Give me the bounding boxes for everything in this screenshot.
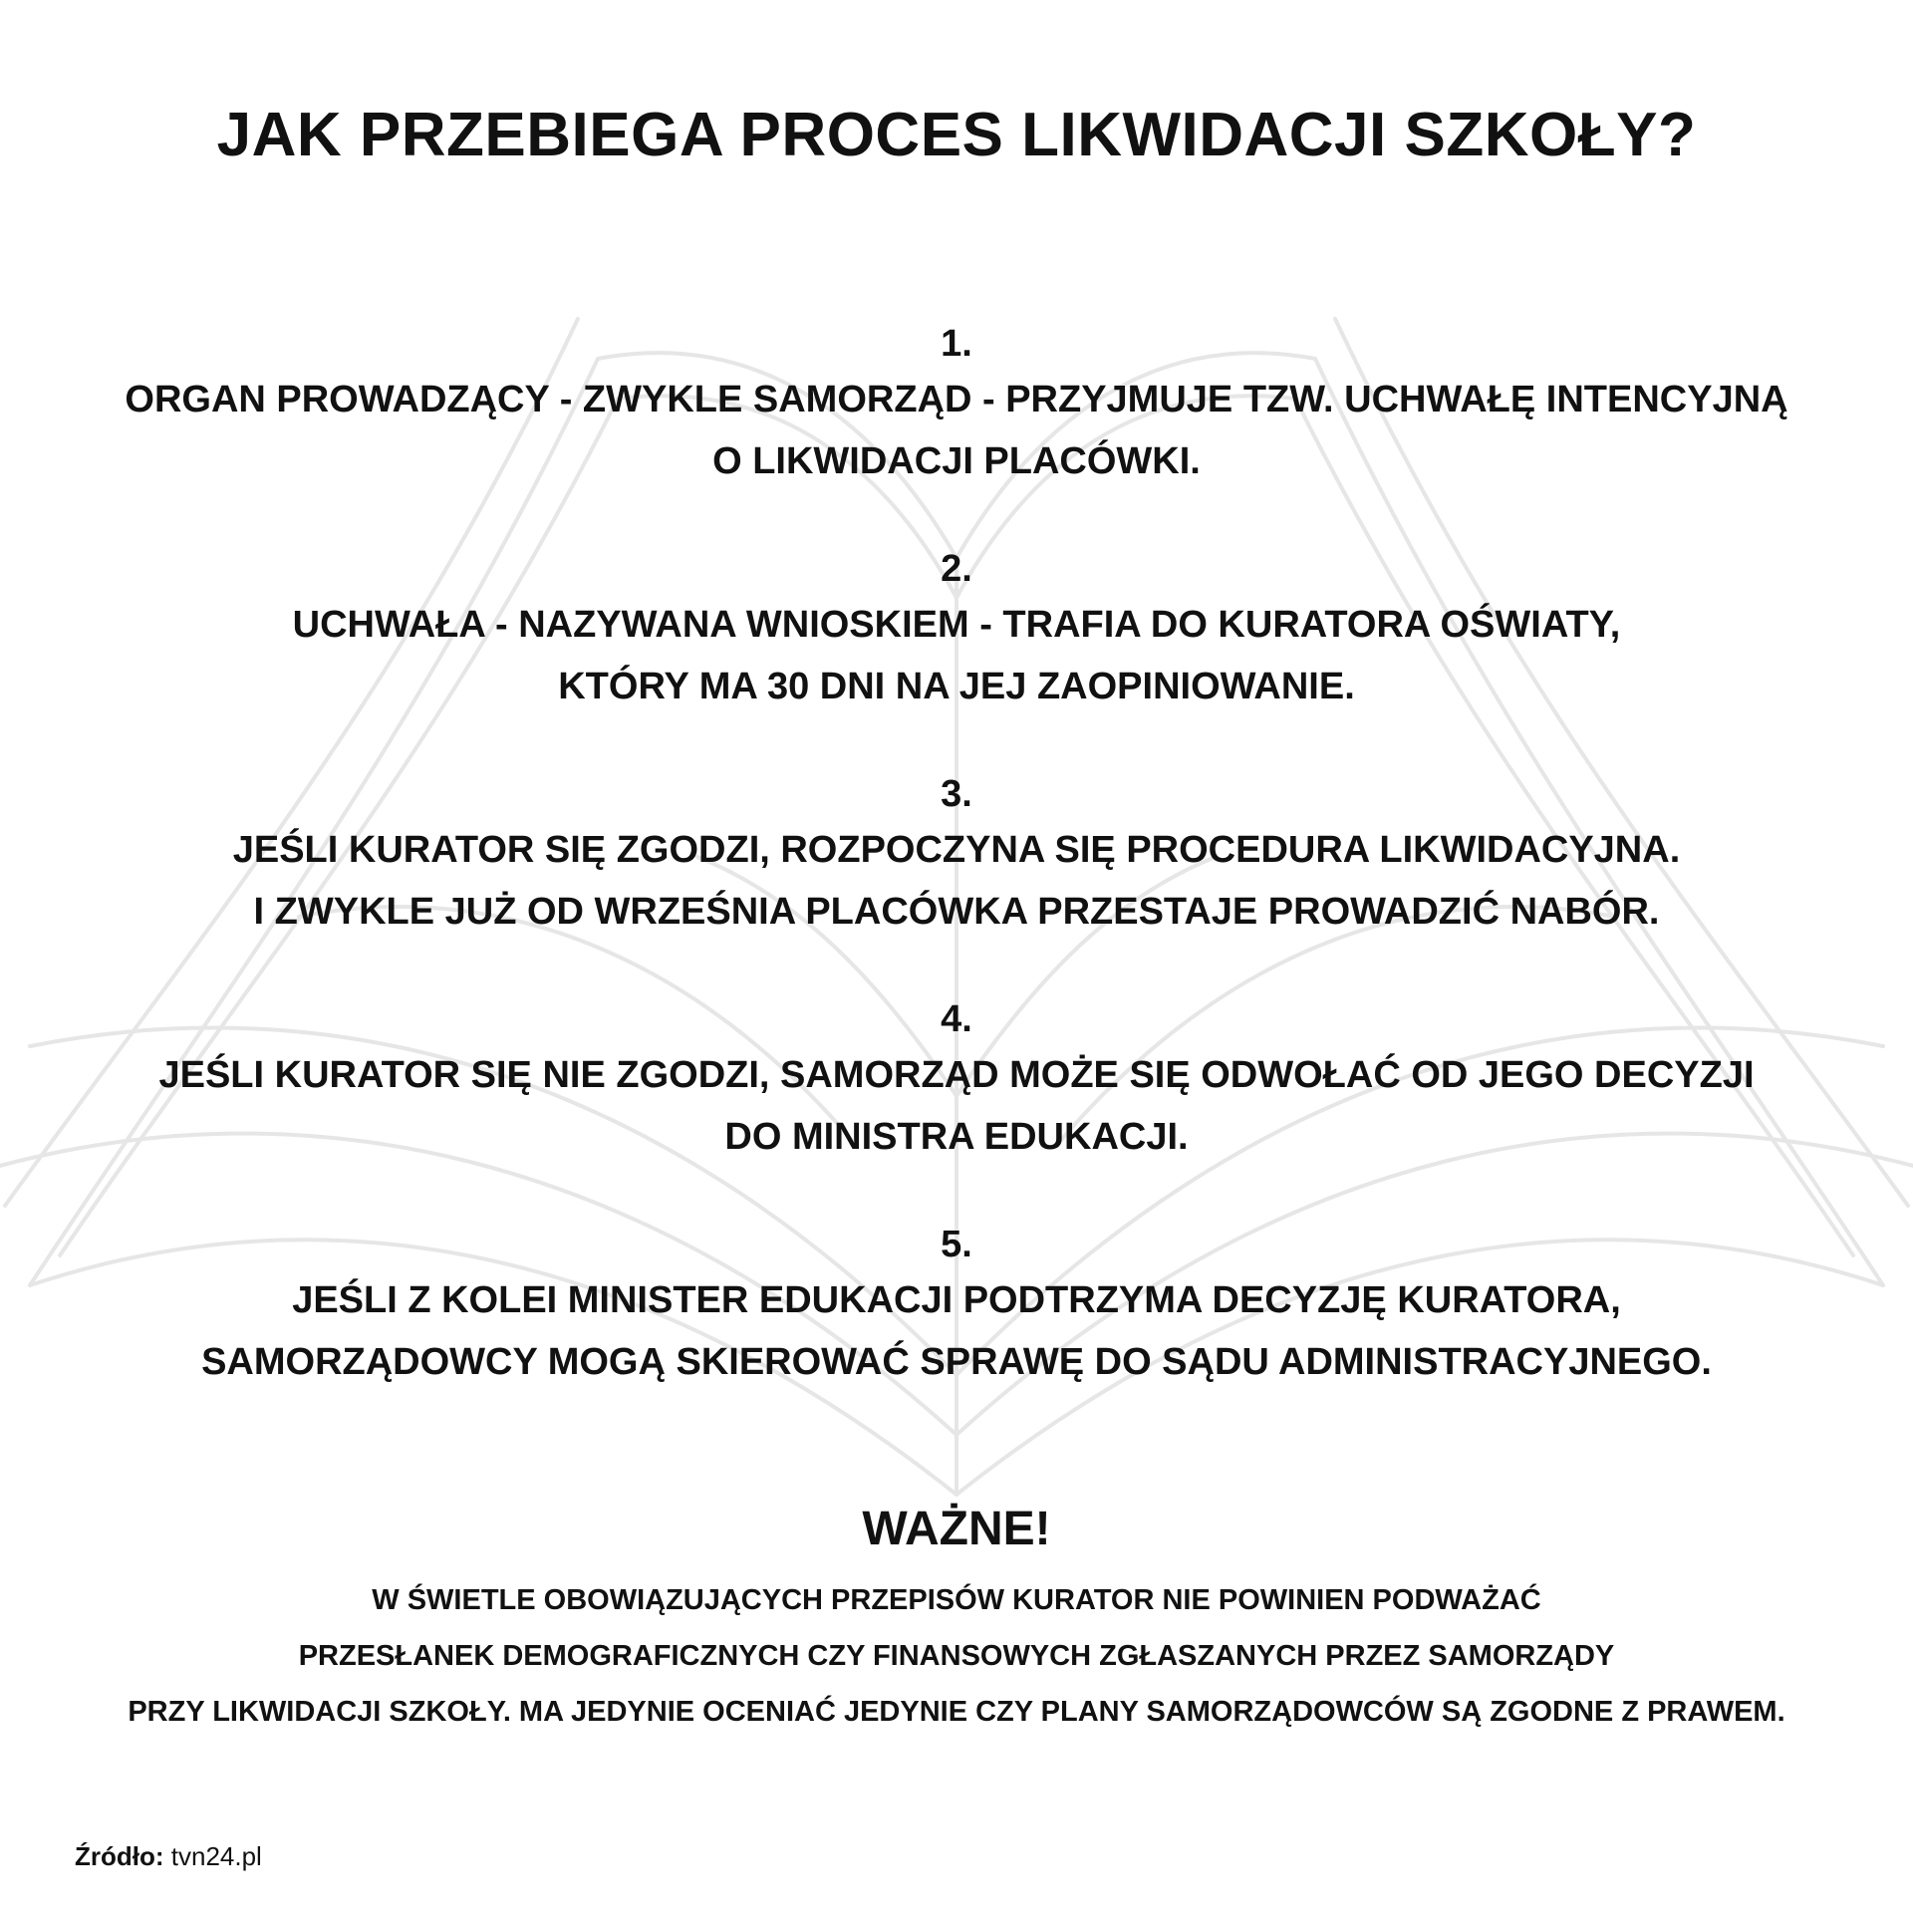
step-text-line: JEŚLI KURATOR SIĘ NIE ZGODZI, SAMORZĄD MOŻE SIĘ ODWOŁAĆ OD JEGO DECYZJI	[158, 1054, 1755, 1096]
important-heading: WAŻNE!	[862, 1503, 1051, 1555]
important-text-line: W ŚWIETLE OBOWIĄZUJĄCYCH PRZEPISÓW KURATOR NIE POWINIEN PODWAŻAĆ	[372, 1584, 1541, 1616]
step-number: 4.	[941, 998, 972, 1040]
step-text-line: I ZWYKLE JUŻ OD WRZEŚNIA PLACÓWKA PRZESTAJE PROWADZIĆ NABÓR.	[253, 891, 1660, 933]
important-text-line: PRZY LIKWIDACJI SZKOŁY. MA JEDYNIE OCENIAĆ JEDYNIE CZY PLANY SAMORZĄDOWCÓW SĄ ZGODNE Z PRAWEM.	[128, 1696, 1785, 1728]
step-4	[40, 994, 1873, 1168]
step-text-line: DO MINISTRA EDUKACJI.	[724, 1116, 1189, 1158]
source-credit	[75, 1841, 262, 1872]
step-3	[40, 769, 1873, 943]
step-number: 3.	[941, 773, 972, 815]
source-label: Źródło:	[75, 1841, 164, 1871]
important-text-line: PRZESŁANEK DEMOGRAFICZNYCH CZY FINANSOWYCH ZGŁASZANYCH PRZEZ SAMORZĄDY	[298, 1640, 1615, 1672]
step-1	[40, 319, 1873, 492]
source-value: tvn24.pl	[170, 1841, 262, 1871]
step-text-line: ORGAN PROWADZĄCY - ZWYKLE SAMORZĄD - PRZYJMUJE TZW. UCHWAŁĘ INTENCYJNĄ	[125, 379, 1788, 420]
step-2	[40, 544, 1873, 717]
step-number: 1.	[941, 323, 972, 365]
step-number: 5.	[941, 1224, 972, 1265]
step-text-line: JEŚLI KURATOR SIĘ ZGODZI, ROZPOCZYNA SIĘ PROCEDURA LIKWIDACYJNA.	[232, 829, 1681, 871]
page-title: JAK PRZEBIEGA PROCES LIKWIDACJI SZKOŁY?	[216, 101, 1697, 169]
step-text-line: O LIKWIDACJI PLACÓWKI.	[712, 440, 1201, 482]
step-text-line: UCHWAŁA - NAZYWANA WNIOSKIEM - TRAFIA DO KURATORA OŚWIATY,	[292, 604, 1621, 646]
steps-list	[40, 319, 1873, 1445]
step-text-line: SAMORZĄDOWCY MOGĄ SKIEROWAĆ SPRAWĘ DO SĄDU ADMINISTRACYJNEGO.	[201, 1341, 1712, 1383]
step-5	[40, 1220, 1873, 1393]
step-text-line: KTÓRY MA 30 DNI NA JEJ ZAOPINIOWANIE.	[558, 666, 1355, 707]
step-text-line: JEŚLI Z KOLEI MINISTER EDUKACJI PODTRZYMA DECYZJĘ KURATORA,	[292, 1279, 1621, 1321]
step-number: 2.	[941, 548, 972, 590]
important-note	[40, 1495, 1873, 1740]
